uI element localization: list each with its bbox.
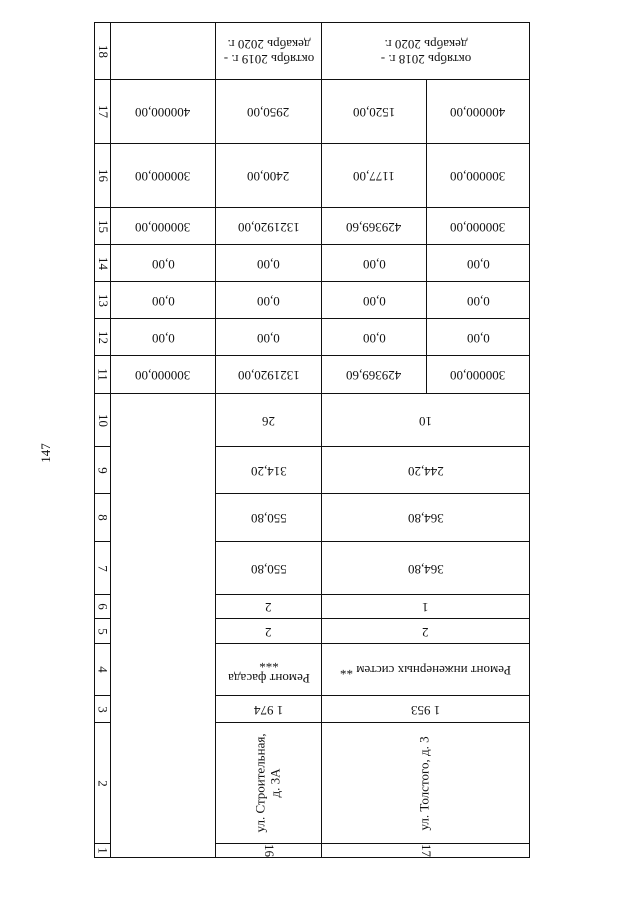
row16-c18: октябрь 2019 г. - декабрь 2020 г. <box>215 22 322 80</box>
row16-c7: 550,80 <box>215 541 322 595</box>
band0-c15: 300000,00 <box>110 207 216 245</box>
band0-c12: 0,00 <box>110 318 216 356</box>
row17-c10: 10 <box>321 393 530 447</box>
band0-c14: 0,00 <box>110 244 216 282</box>
row17-c12b: 0,00 <box>426 318 530 356</box>
row17-c4: Ремонт инженерных систем ** <box>321 643 530 696</box>
header-10: 10 <box>94 393 111 447</box>
row17-c18: октябрь 2018 г. - декабрь 2020 г. <box>321 22 530 80</box>
row17-c2: ул. Толстого, д. 3 <box>321 722 530 844</box>
row17-c14b: 0,00 <box>426 244 530 282</box>
row16-c12: 0,00 <box>215 318 322 356</box>
row17-c14a: 0,00 <box>321 244 427 282</box>
row17-c3: 1 953 <box>321 695 530 723</box>
row17-c15b: 300000,00 <box>426 207 530 245</box>
header-6: 6 <box>94 594 111 619</box>
row17-c11b: 300000,00 <box>426 355 530 394</box>
row17-c16a: 1177,00 <box>321 143 427 208</box>
header-11: 11 <box>94 355 111 394</box>
row17-c1: 17 <box>321 843 530 858</box>
row17-c17a: 1520,00 <box>321 79 427 144</box>
header-3: 3 <box>94 695 111 723</box>
row17-c7: 364,80 <box>321 541 530 595</box>
header-8: 8 <box>94 493 111 542</box>
row16-c4: Ремонт фасада *** <box>215 643 322 696</box>
header-17: 17 <box>94 79 111 144</box>
row16-c13: 0,00 <box>215 281 322 319</box>
row16-c16: 2400,00 <box>215 143 322 208</box>
header-18: 18 <box>94 22 111 80</box>
row17-c12a: 0,00 <box>321 318 427 356</box>
band0-c17: 400000,00 <box>110 79 216 144</box>
header-16: 16 <box>94 143 111 208</box>
band0-c18 <box>110 22 216 80</box>
header-13: 13 <box>94 281 111 319</box>
header-12: 12 <box>94 318 111 356</box>
header-4: 4 <box>94 643 111 696</box>
row17-c8: 364,80 <box>321 493 530 542</box>
row17-c9: 244,20 <box>321 446 530 494</box>
header-9: 9 <box>94 446 111 494</box>
row17-c5: 2 <box>321 618 530 644</box>
row16-c8: 550,80 <box>215 493 322 542</box>
row16-c11: 1321920,00 <box>215 355 322 394</box>
header-1: 1 <box>94 843 111 858</box>
row17-c13b: 0,00 <box>426 281 530 319</box>
row16-c15: 1321920,00 <box>215 207 322 245</box>
band0-c16: 300000,00 <box>110 143 216 208</box>
row16-c14: 0,00 <box>215 244 322 282</box>
band0-c11: 300000,00 <box>110 355 216 394</box>
row16-c1: 16 <box>215 843 322 858</box>
row17-c6: 1 <box>321 594 530 619</box>
row16-c9: 314,20 <box>215 446 322 494</box>
rotated-table <box>94 22 530 858</box>
row17-c15a: 429369,60 <box>321 207 427 245</box>
band0-empty <box>110 393 216 858</box>
row17-c16b: 300000,00 <box>426 143 530 208</box>
row16-c5: 2 <box>215 618 322 644</box>
row17-c11a: 429369,60 <box>321 355 427 394</box>
row16-c2: ул. Строительная, д. 3А <box>215 722 322 844</box>
header-7: 7 <box>94 541 111 595</box>
row16-c3: 1 974 <box>215 695 322 723</box>
row17-c13a: 0,00 <box>321 281 427 319</box>
header-15: 15 <box>94 207 111 245</box>
row16-c6: 2 <box>215 594 322 619</box>
row16-c10: 26 <box>215 393 322 447</box>
header-14: 14 <box>94 244 111 282</box>
header-2: 2 <box>94 722 111 844</box>
row16-c17: 2950,00 <box>215 79 322 144</box>
band0-c13: 0,00 <box>110 281 216 319</box>
page-number: 147 <box>38 443 53 463</box>
row17-c17b: 400000,00 <box>426 79 530 144</box>
header-5: 5 <box>94 618 111 644</box>
